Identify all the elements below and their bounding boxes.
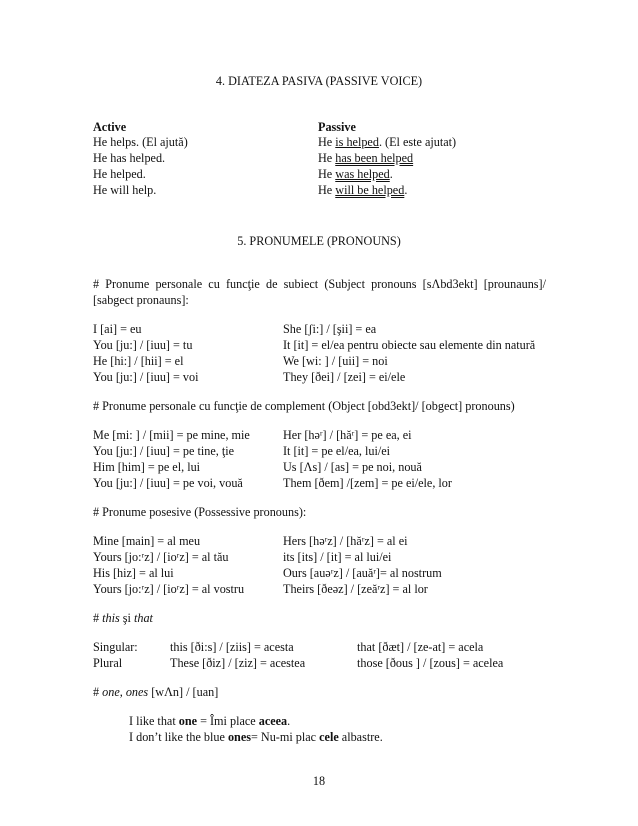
passive-header: Passive [318,120,356,134]
pronoun-left: Mine [main] = al meu [93,534,201,548]
example-sentence: I don’t like the blue ones= Nu-mi plac cele albastre. [129,730,383,744]
pronoun-right: Them [ðem] /[zem] = pe ei/ele, lor [283,476,452,490]
passive-sentence: He was helped. [318,167,393,181]
pronoun-right: It [it] = el/ea pentru obiecte sau elemente din natură [283,338,536,352]
object-pronouns-intro: # Pronume personale cu funcţie de complement (Object [obd3ekt]/ [obgect] pronouns) [93,399,515,413]
pronoun-right: Ours [auəʳz] / [auăʳ]= al nostrum [283,566,442,580]
this-that-heading: # this şi that [93,611,153,625]
active-sentence: He will help. [93,183,157,197]
pronoun-left: You [ju:] / [iuu] = pe tine, ţie [93,444,235,458]
subject-pronouns-intro: # Pronume personale cu funcţie de subiect (Subject pronouns [sΛbd3ekt] [prounauns]/ [93,277,546,291]
active-sentence: He helps. (El ajută) [93,135,188,149]
pronoun-right: Her [həʳ] / [hăʳ] = pe ea, ei [283,428,412,442]
pronoun-left: You [ju:] / [iuu] = tu [93,338,193,352]
pronoun-left: Him [him] = pe el, lui [93,460,201,474]
active-sentence: He has helped. [93,151,166,165]
pronoun-left: You [ju:] / [iuu] = voi [93,370,199,384]
pronoun-left: He [hi:] / [hii] = el [93,354,184,368]
pronoun-left: His [hiz] = al lui [93,566,174,580]
pronoun-left: You [ju:] / [iuu] = pe voi, vouă [93,476,243,490]
pronoun-left: I [ai] = eu [93,322,142,336]
singular-this: this [ði:s] / [ziis] = acesta [170,640,294,654]
pronoun-right: It [it] = pe el/ea, lui/ei [283,444,391,458]
plural-these: These [ðiz] / [ziz] = acestea [170,656,306,670]
possessive-pronouns-intro: # Pronume posesive (Possessive pronouns): [93,505,307,519]
pronoun-left: Yours [jo:ʳz] / [ioʳz] = al vostru [93,582,245,596]
subject-pronouns-intro-cont: [sabgect pronauns]: [93,293,189,307]
section-5-title: 5. PRONUMELE (PRONOUNS) [237,234,401,248]
pronoun-right: Us [Λs] / [as] = pe noi, nouă [283,460,422,474]
pronoun-left: Me [mi: ] / [mii] = pe mine, mie [93,428,250,442]
example-sentence: I like that one = Îmi place aceea. [129,714,291,728]
pronoun-right: We [wi: ] / [uii] = noi [283,354,388,368]
passive-sentence: He is helped. (El este ajutat) [318,135,457,149]
singular-label: Singular: [93,640,138,654]
pronoun-right: Theirs [ðeəz] / [zeăʳz] = al lor [283,582,428,596]
pronoun-right: She [ʃi:] / [şii] = ea [283,322,377,336]
plural-those: those [ðous ] / [zous] = acelea [357,656,504,670]
passive-sentence: He will be helped. [318,183,408,197]
page-number: 18 [312,774,326,788]
section-4-title: 4. DIATEZA PASIVA (PASSIVE VOICE) [215,74,423,88]
pronoun-right: its [its] / [it] = al lui/ei [283,550,392,564]
plural-label: Plural [93,656,123,670]
pronoun-left: Yours [jo:ʳz] / [ioʳz] = al tău [93,550,229,564]
singular-that: that [ðæt] / [ze-at] = acela [357,640,484,654]
active-sentence: He helped. [93,167,146,181]
pronoun-right: They [ðei] / [zei] = ei/ele [283,370,406,384]
one-ones-heading: # one, ones [wΛn] / [uan] [93,685,219,699]
passive-sentence: He has been helped [318,151,414,165]
active-header: Active [93,120,127,134]
pronoun-right: Hers [həʳz] / [hăʳz] = al ei [283,534,408,548]
